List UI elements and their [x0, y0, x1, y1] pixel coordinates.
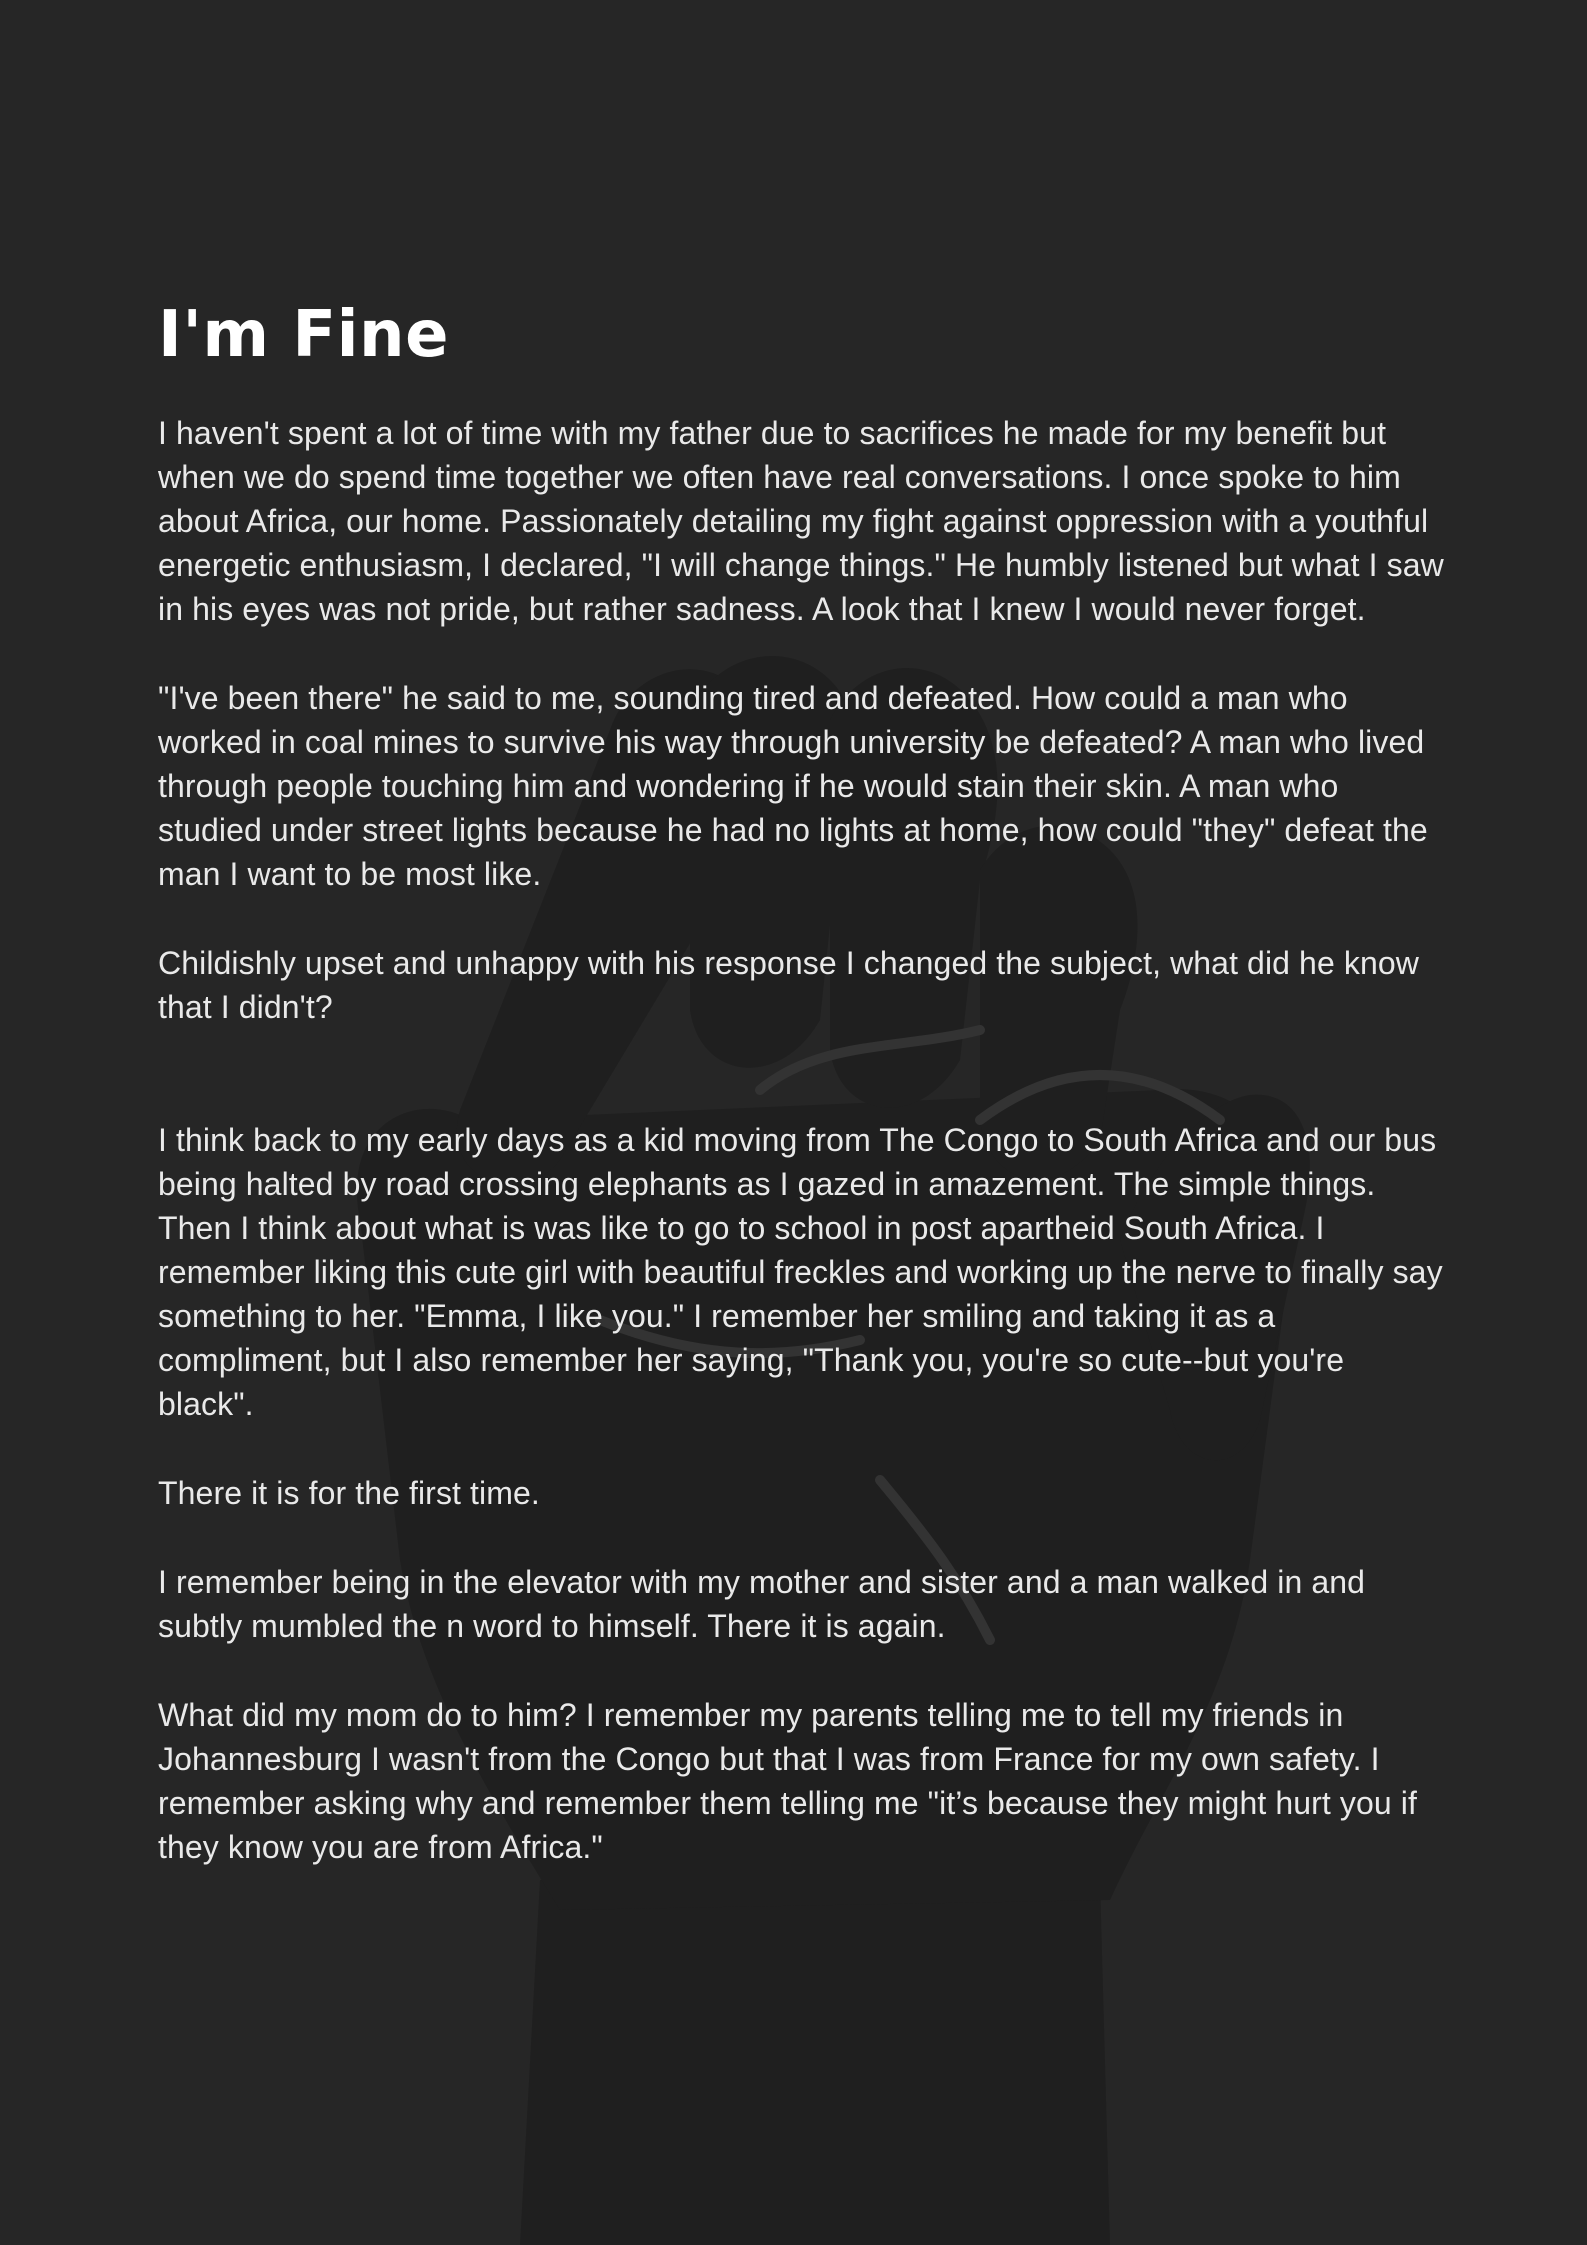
article	[158, 300, 1448, 1914]
paragraph: "I've been there" he said to me, sounding tired and defeated. How could a man who worked in coal mines to survive his way through university be defeated? A man who lived through people touching him and wondering if he would stain their skin. A man who studied under street lights because he had no lights at home, how could "they" defeat the man I want to be most like.	[158, 680, 1428, 893]
paragraph: I think back to my early days as a kid moving from The Congo to South Africa and our bus being halted by road crossing elephants as I gazed in amazement. The simple things. Then I think about what is was like to go to school in post apartheid South Africa. I remember liking this cute girl with beautiful freckles and working up the nerve to finally say something to her. "Emma, I like you." I remember her smiling and taking it as a compliment, but I also remember her saying, "Thank you, you're so cute--but you're black".	[158, 1122, 1443, 1423]
paragraph: I haven't spent a lot of time with my father due to sacrifices he made for my benefit but when we do spend time together we often have real conversations. I once spoke to him about Africa, our home. Passionately detailing my fight against oppression with a youthful energetic enthusiasm, I declared, "I will change things." He humbly listened but what I saw in his eyes was not pride, but rather sadness. A look that I knew I would never forget.	[158, 415, 1444, 628]
paragraph: I remember being in the elevator with my mother and sister and a man walked in and subtly mumbled the n word to himself. There it is again.	[158, 1564, 1366, 1645]
paragraph: What did my mom do to him? I remember my parents telling me to tell my friends in Johannesburg I wasn't from the Congo but that I was from France for my own safety. I remember asking why and remember them telling me "it’s because they might hurt you if they know you are from Africa."	[158, 1697, 1417, 1866]
page-title: I'm Fine	[158, 298, 449, 372]
paragraph: Childishly upset and unhappy with his response I changed the subject, what did he know that I didn't?	[158, 945, 1419, 1026]
paragraph: There it is for the first time.	[158, 1475, 540, 1512]
